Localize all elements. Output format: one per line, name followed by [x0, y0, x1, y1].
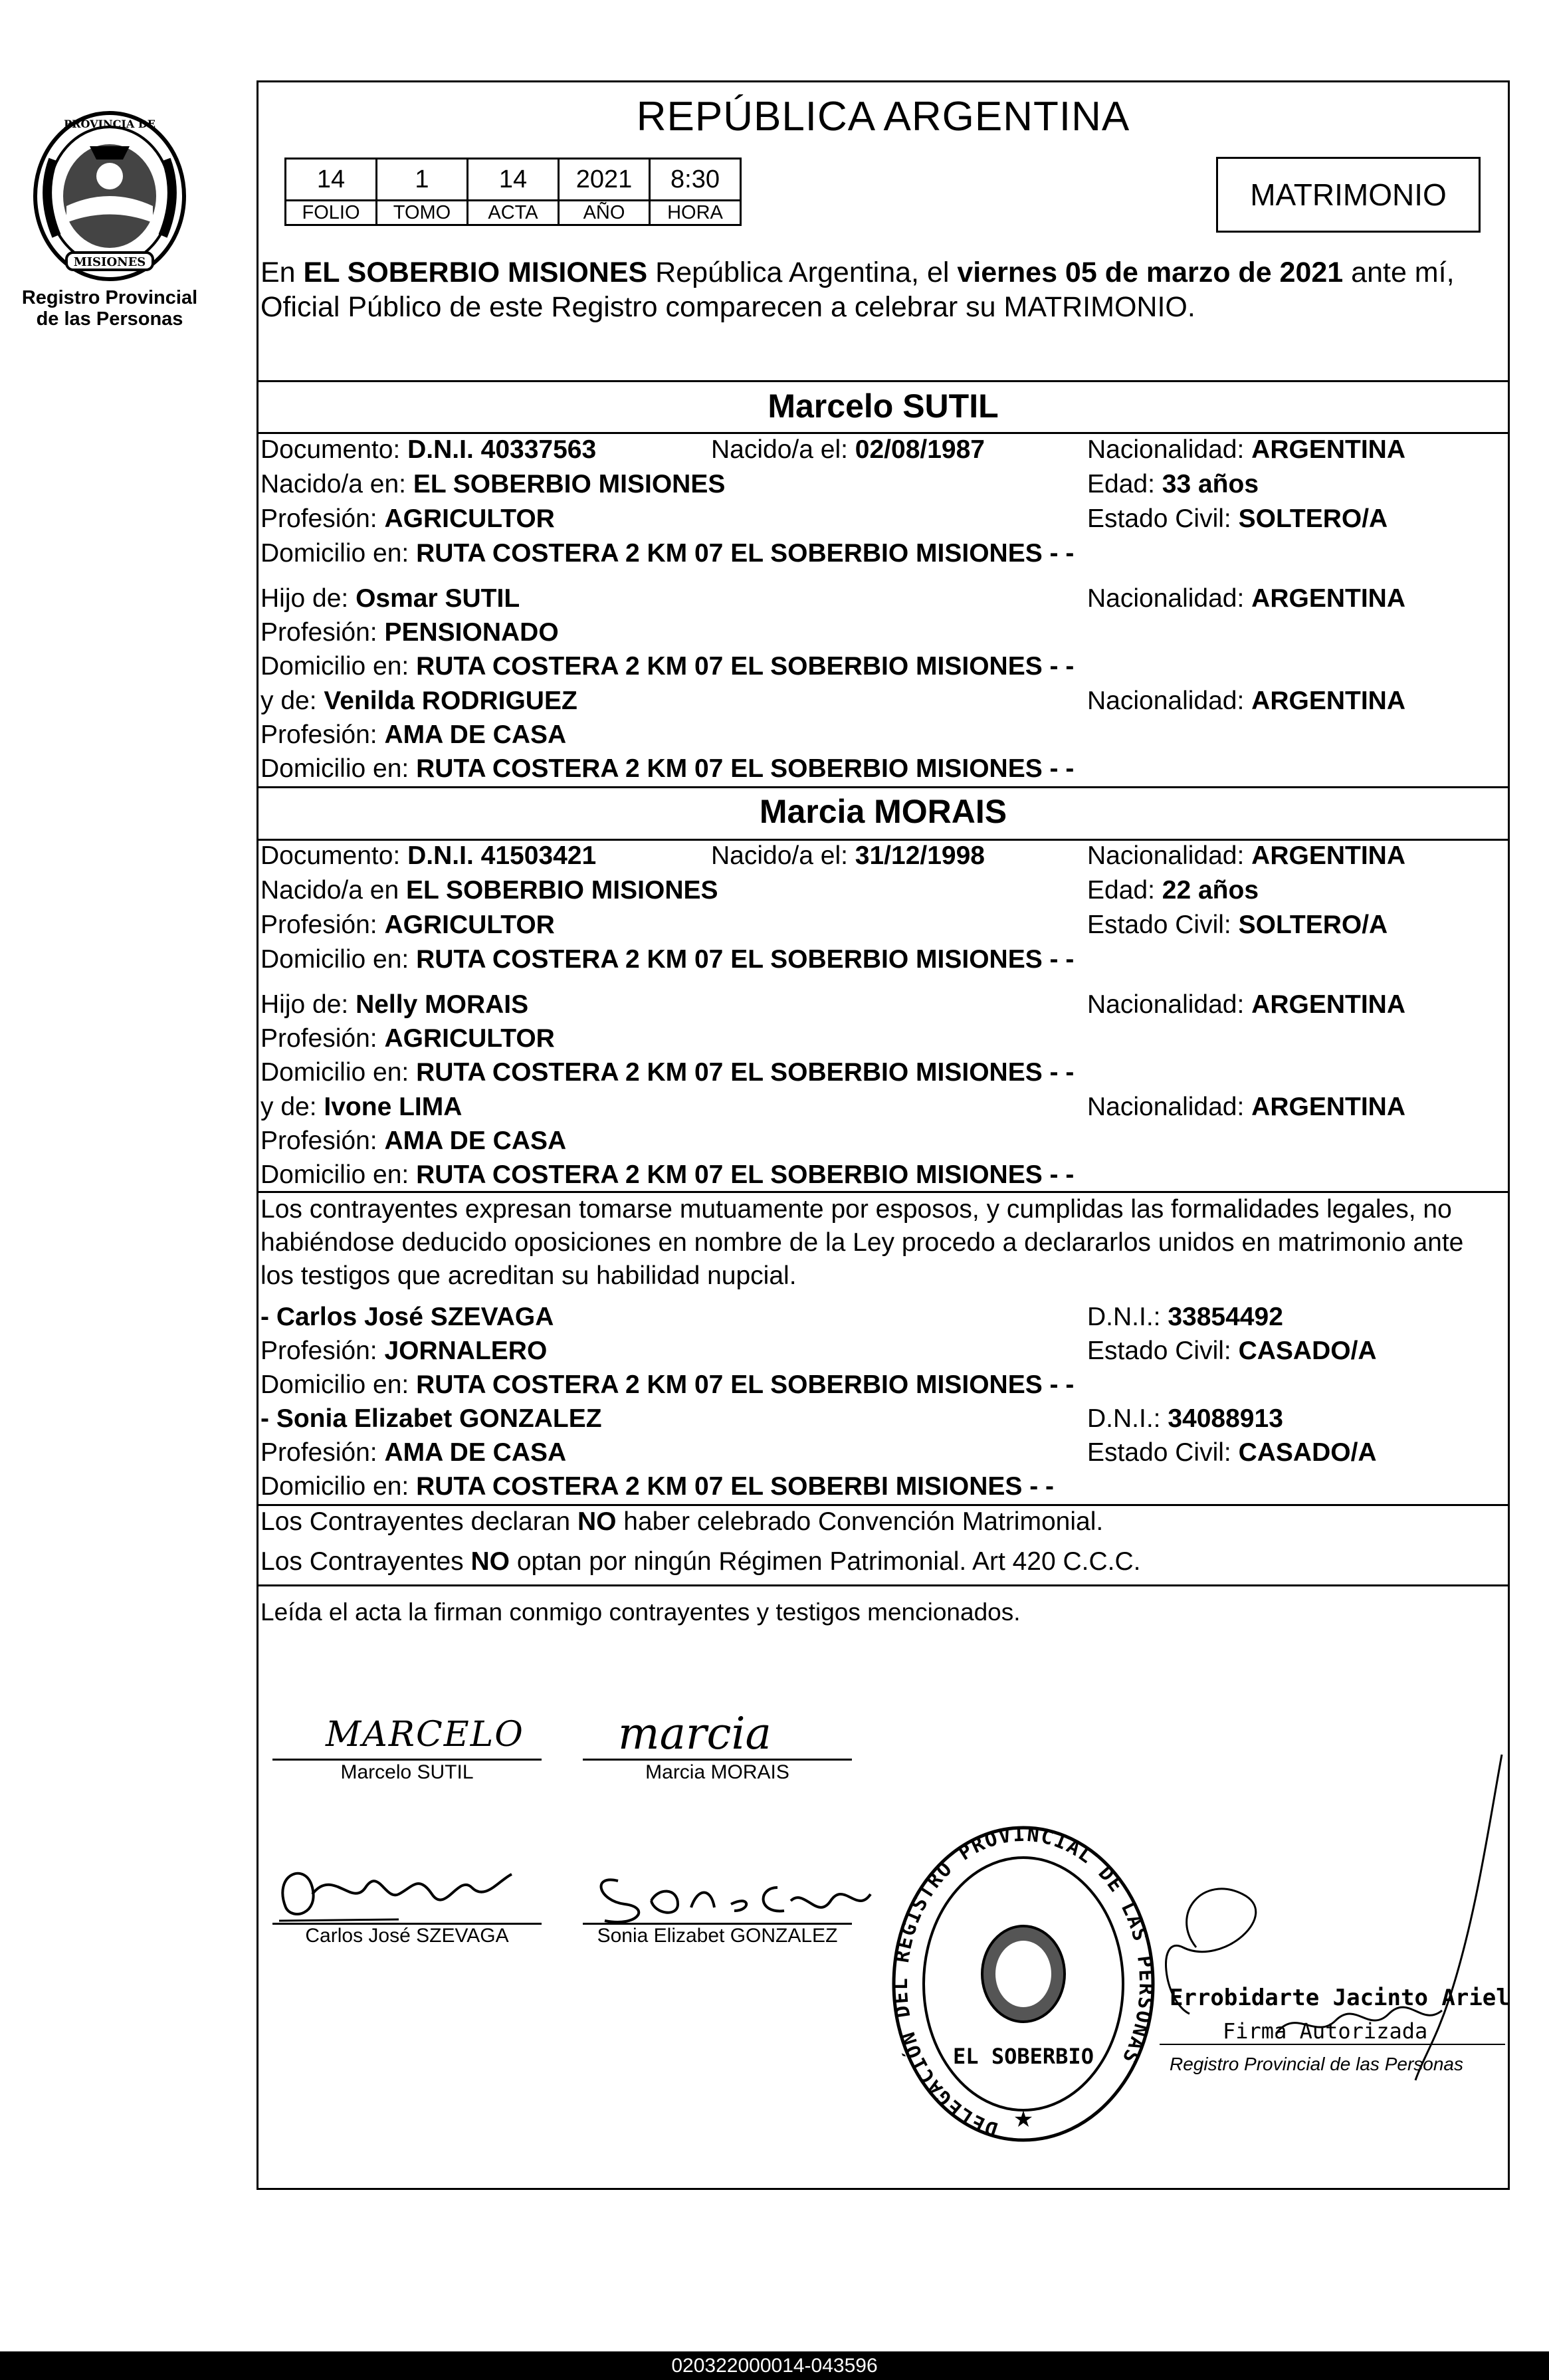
svg-text:MISIONES: MISIONES — [73, 255, 146, 269]
signature-line — [583, 1759, 852, 1761]
divider — [257, 786, 1510, 788]
groom-father-address: Domicilio en: RUTA COSTERA 2 KM 07 EL SOBERBIO MISIONES - - — [260, 652, 1075, 681]
acta-label: ACTA — [468, 201, 559, 225]
groom-name-heading: Marcelo SUTIL — [768, 387, 999, 425]
divider — [257, 1191, 1510, 1193]
bride-father-address: Domicilio en: RUTA COSTERA 2 KM 07 EL SOBERBIO MISIONES - - — [260, 1058, 1075, 1087]
groom-profession: Profesión: AGRICULTOR — [260, 504, 555, 533]
tomo-label: TOMO — [377, 201, 468, 225]
officer-role: Firma Autorizada — [1223, 2018, 1428, 2044]
registry-caption: Registro Provincial de las Personas — [21, 287, 198, 330]
witness-2-dni: D.N.I.: 34088913 — [1087, 1404, 1283, 1433]
declaration-line: habiéndose deducido oposiciones en nombre de la Ley procedo a declararlos unidos en matrimonio ante — [260, 1228, 1464, 1257]
bride-address: Domicilio en: RUTA COSTERA 2 KM 07 EL SOBERBIO MISIONES - - — [260, 945, 1075, 974]
svg-text:PROVINCIA DE: PROVINCIA DE — [64, 118, 155, 130]
provincial-seal — [21, 106, 198, 330]
witness-1-profession: Profesión: JORNALERO — [260, 1337, 548, 1365]
signature-line — [272, 1759, 542, 1761]
bride-nationality: Nacionalidad: ARGENTINA — [1087, 841, 1406, 870]
witness-1-name: - Carlos José SZEVAGA — [260, 1303, 554, 1331]
document-title: REPÚBLICA ARGENTINA — [636, 94, 1130, 140]
tomo-value: 1 — [377, 159, 468, 201]
misiones-coat-of-arms-icon — [27, 106, 193, 286]
witness-2-name: - Sonia Elizabet GONZALEZ — [260, 1404, 602, 1433]
svg-text:DELEGACIÓN DEL REGISTRO PROVIN: DELEGACIÓN DEL REGISTRO PROVINCIAL DE LAS PERSONAS — [888, 1822, 1158, 2141]
declaration-line: Los contrayentes expresan tomarse mutuamente por esposos, y cumplidas las formalidades legales, no — [260, 1195, 1452, 1224]
groom-father-profession: Profesión: PENSIONADO — [260, 618, 559, 647]
groom-mother: y de: Venilda RODRIGUEZ — [260, 687, 577, 715]
witness-1-dni: D.N.I.: 33854492 — [1087, 1303, 1283, 1331]
groom-signature-caption: Marcelo SUTIL — [340, 1761, 474, 1783]
document-code-strip: 020322000014-043596 — [0, 2351, 1549, 2380]
bride-father-nationality: Nacionalidad: ARGENTINA — [1087, 990, 1406, 1019]
officer-name: Errobidarte Jacinto Ariel — [1170, 1985, 1510, 2011]
groom-civil-status: Estado Civil: SOLTERO/A — [1087, 504, 1388, 533]
groom-mother-address: Domicilio en: RUTA COSTERA 2 KM 07 EL SOBERBIO MISIONES - - — [260, 754, 1075, 783]
groom-birthplace: Nacido/a en: EL SOBERBIO MISIONES — [260, 470, 726, 498]
hour-label: HORA — [650, 201, 741, 225]
witness-1-address: Domicilio en: RUTA COSTERA 2 KM 07 EL SOBERBIO MISIONES - - — [260, 1370, 1075, 1399]
intro-paragraph: En EL SOBERBIO MISIONES República Argentina, el viernes 05 de marzo de 2021 ante mí, Oficial Público de este Registro comparecen a celebrar su MATRIMONIO. — [260, 257, 1455, 323]
groom-age: Edad: 33 años — [1087, 470, 1259, 498]
acta-value: 14 — [468, 159, 559, 201]
bride-name-heading: Marcia MORAIS — [759, 793, 1007, 830]
convention-line: Los Contrayentes declaran NO haber celebrado Convención Matrimonial. — [260, 1507, 1104, 1536]
groom-father: Hijo de: Osmar SUTIL — [260, 584, 520, 613]
groom-birthdate: Nacido/a el: 02/08/1987 — [711, 435, 985, 464]
closing-statement: Leída el acta la firman conmigo contrayentes y testigos mencionados. — [260, 1598, 1021, 1626]
bride-mother: y de: Ivone LIMA — [260, 1093, 463, 1121]
groom-nationality: Nacionalidad: ARGENTINA — [1087, 435, 1406, 464]
bride-age: Edad: 22 años — [1087, 876, 1259, 905]
svg-text:EL SOBERBIO: EL SOBERBIO — [953, 2044, 1094, 2069]
witness-1-signature-caption: Carlos José SZEVAGA — [305, 1925, 509, 1947]
delegation-oval-stamp-icon — [884, 1814, 1163, 2147]
bride-mother-address: Domicilio en: RUTA COSTERA 2 KM 07 EL SOBERBIO MISIONES - - — [260, 1160, 1075, 1189]
groom-mother-nationality: Nacionalidad: ARGENTINA — [1087, 687, 1406, 715]
hour-value: 8:30 — [650, 159, 741, 201]
bride-signature: marcia — [618, 1708, 772, 1759]
officer-signature-line — [1160, 2044, 1505, 2045]
witness-1-civil-status: Estado Civil: CASADO/A — [1087, 1337, 1377, 1365]
year-label: AÑO — [559, 201, 650, 225]
bride-father-profession: Profesión: AGRICULTOR — [260, 1024, 555, 1053]
year-value: 2021 — [559, 159, 650, 201]
registry-meta-table — [284, 158, 742, 226]
groom-document: Documento: D.N.I. 40337563 — [260, 435, 597, 464]
bride-mother-profession: Profesión: AMA DE CASA — [260, 1127, 567, 1155]
bride-signature-caption: Marcia MORAIS — [645, 1761, 789, 1783]
witness-2-civil-status: Estado Civil: CASADO/A — [1087, 1438, 1377, 1467]
groom-mother-profession: Profesión: AMA DE CASA — [260, 720, 567, 749]
bride-civil-status: Estado Civil: SOLTERO/A — [1087, 911, 1388, 939]
witness-2-profession: Profesión: AMA DE CASA — [260, 1438, 567, 1467]
bride-birthplace: Nacido/a en EL SOBERBIO MISIONES — [260, 876, 718, 905]
officer-registry: Registro Provincial de las Personas — [1170, 2054, 1463, 2074]
witness-2-address: Domicilio en: RUTA COSTERA 2 KM 07 EL SOBERBI MISIONES - - — [260, 1472, 1055, 1501]
divider — [257, 380, 1510, 382]
bride-profession: Profesión: AGRICULTOR — [260, 911, 555, 939]
witness-2-signature-caption: Sonia Elizabet GONZALEZ — [597, 1925, 838, 1947]
groom-father-nationality: Nacionalidad: ARGENTINA — [1087, 584, 1406, 613]
act-type-box: MATRIMONIO — [1216, 157, 1481, 233]
star-icon: ★ — [1013, 2107, 1034, 2132]
bride-mother-nationality: Nacionalidad: ARGENTINA — [1087, 1093, 1406, 1121]
bride-father: Hijo de: Nelly MORAIS — [260, 990, 529, 1019]
groom-signature: MARCELO — [326, 1715, 524, 1755]
declaration-line: los testigos que acreditan su habilidad nupcial. — [260, 1261, 797, 1290]
bride-birthdate: Nacido/a el: 31/12/1998 — [711, 841, 985, 870]
folio-label: FOLIO — [286, 201, 377, 225]
regime-line: Los Contrayentes NO optan por ningún Régimen Patrimonial. Art 420 C.C.C. — [260, 1547, 1141, 1576]
divider — [257, 1584, 1510, 1586]
folio-value: 14 — [286, 159, 377, 201]
bride-document: Documento: D.N.I. 41503421 — [260, 841, 597, 870]
groom-address: Domicilio en: RUTA COSTERA 2 KM 07 EL SOBERBIO MISIONES - - — [260, 539, 1075, 568]
